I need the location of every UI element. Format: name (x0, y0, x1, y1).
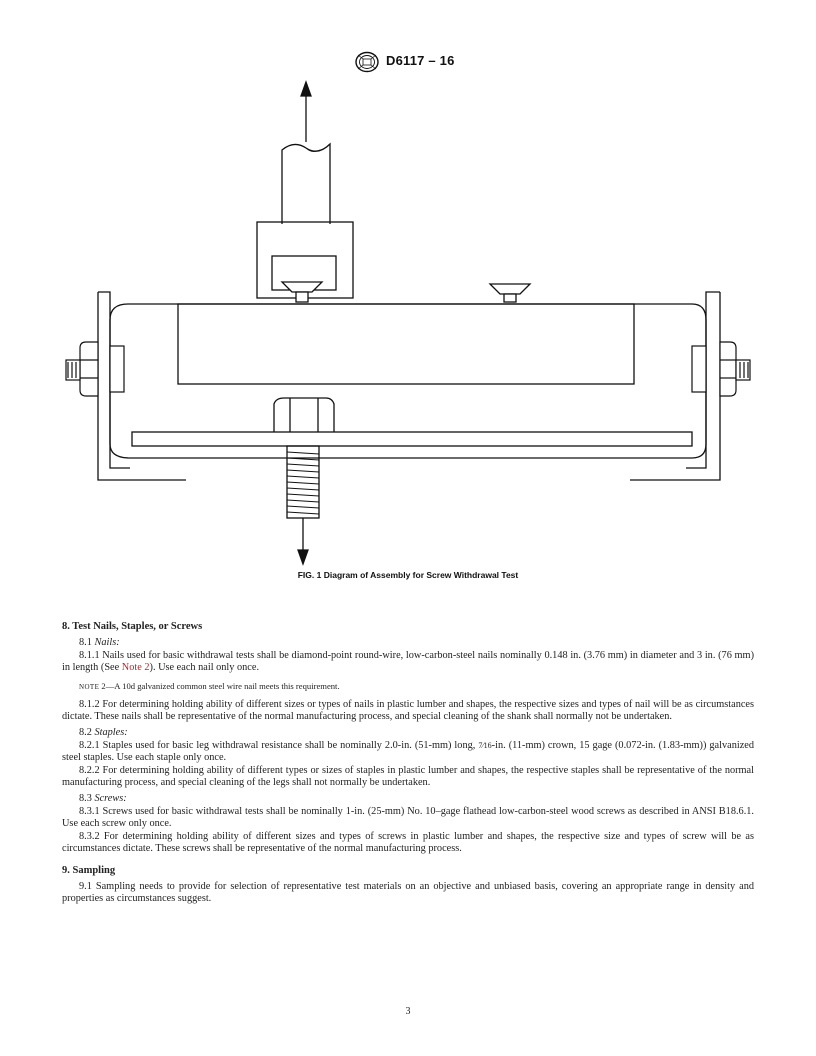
page-number: 3 (405, 1006, 411, 1017)
section-8-heading: 8. Test Nails, Staples, or Screws (62, 621, 203, 632)
para-8-2-title: Staples: (94, 727, 128, 739)
para-8-1-number: 8.1 (79, 637, 92, 649)
para-8-2-number: 8.2 (79, 727, 92, 739)
para-8-1-1 (62, 650, 754, 675)
para-8-3-2: 8.3.2 For determining holding ability of different sizes and types of screws in plastic lumber and shapes, the respective size and types of screw will be as circumstances dictate. These screws shall be representative of the normal manufacturing process. (62, 830, 754, 855)
para-8-3-1: 8.3.1 Screws used for basic withdrawal tests shall be nominally 1-in. (25-mm) No. 10–gage flathead low-carbon-steel wood screws as described in ANSI B18.6.1. Use each screw only once. (62, 805, 754, 830)
para-8-2-1-text-a: 8.2.1 Staples used for basic leg withdrawal resistance shall be nominally 2.0-in. (51-mm) long, (79, 739, 479, 751)
para-9-1: 9.1 Sampling needs to provide for selection of representative test materials on an objective and unbiased basis, covering an appropriate range in density and properties as circumstances suggest. (62, 880, 754, 905)
fraction-7-16: 7⁄16 (478, 740, 492, 750)
astm-logo-icon (354, 51, 380, 73)
para-8-2-2: 8.2.2 For determining holding ability of different types or sizes of staples in plastic lumber and shapes, the respective staples shall be representative of the normal manufacturing process, and special cleaning of the legs shall not normally be undertaken. (62, 764, 754, 789)
para-8-3-title: Screws: (94, 793, 127, 805)
note-2 (62, 681, 754, 693)
page-header (0, 51, 816, 73)
para-8-1 (62, 637, 754, 649)
figure-caption: FIG. 1 Diagram of Assembly for Screw Withdrawal Test (297, 570, 519, 580)
screw-withdrawal-assembly-diagram (50, 80, 766, 570)
note-2-link[interactable]: Note 2 (121, 662, 150, 674)
document-designation: D6117 – 16 (386, 53, 455, 68)
para-8-2-1 (62, 740, 754, 765)
para-8-2 (62, 727, 754, 739)
para-8-1-1-text-a: 8.1.1 Nails used for basic withdrawal tests shall be diamond-point round-wire, low-carbon-steel nails nominally 0.148 in. (3.76 mm) in diameter and 3 in. (76 mm) in length (See (62, 649, 754, 674)
para-8-2-1-text-b: -in. (11-mm) crown, 15 gage (0.072-in. (1.83-mm)) galvanized steel staples. Use each staple only once. (62, 739, 754, 764)
para-8-1-1-text-b: ). Use each nail only once. (149, 662, 260, 674)
note-2-text: 2—A 10d galvanized common steel wire nail meets this requirement. (99, 680, 340, 691)
document-body (62, 621, 754, 906)
note-2-label: NOTE (79, 682, 100, 691)
para-8-1-title: Nails: (94, 637, 120, 649)
para-8-1-2: 8.1.2 For determining holding ability of different sizes or types of nails in plastic lumber and shapes, the respective sizes and types of nail will be as circumstances dictate. These nails shall be representative of the normal manufacturing process, and special cleaning of the shank shall normally not be undertaken. (62, 698, 754, 723)
para-8-3 (62, 793, 754, 805)
para-8-3-number: 8.3 (79, 793, 92, 805)
section-9-heading: 9. Sampling (62, 864, 116, 876)
assembly-drawing (50, 80, 766, 570)
